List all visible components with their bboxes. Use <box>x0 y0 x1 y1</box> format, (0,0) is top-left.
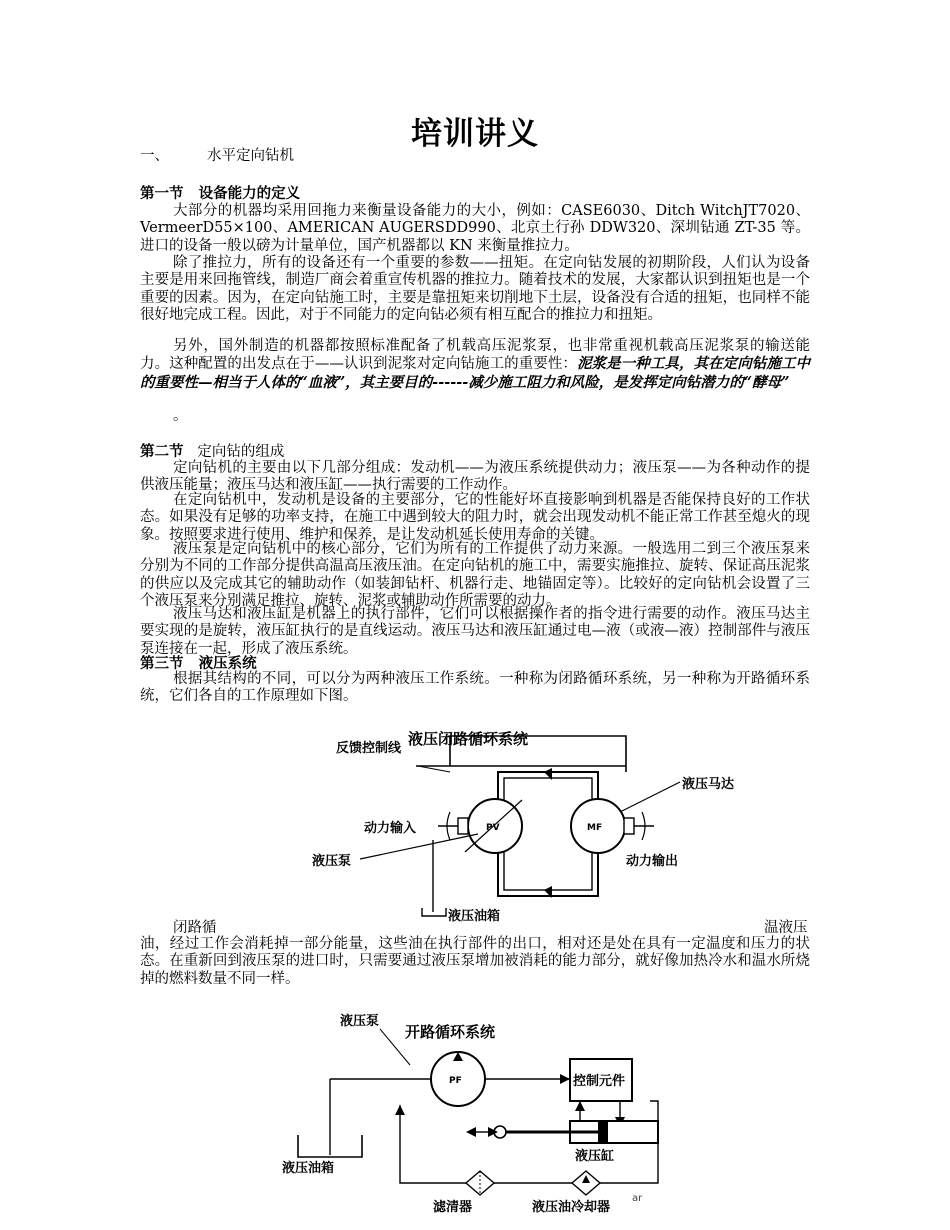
section-3-title: 液压系统 <box>198 655 257 672</box>
control-arrow-left <box>575 1101 585 1111</box>
section-2-paragraph-2: 在定向钻机中，发动机是设备的主要部分，它的性能好坏直接影响到机器是否能保持良好的工作状态。如果没有足够的功率支持，在施工中遇到较大的阻力时，就会出现发动机不能正常工作甚至熄火的现象。按照要求进行使用、维护和保养，是让发动机延长使用寿命的关键。 <box>140 492 810 543</box>
pump-pointer <box>360 834 478 859</box>
section-2-title: 定向钻的组成 <box>197 444 285 460</box>
cooler-label: 液压油冷却器 <box>532 1200 611 1215</box>
open-tank-label: 液压油箱 <box>282 1161 335 1176</box>
control-element-label: 控制元件 <box>573 1074 626 1089</box>
cylinder-piston <box>598 1121 608 1143</box>
motor-label: 液压马达 <box>682 777 735 792</box>
open-arrow-to-control <box>560 1074 570 1084</box>
section-3-number: 第三节 <box>140 655 184 672</box>
section-2-paragraph-3: 液压泵是定向钻机中的核心部分，它们为所有的工作提供了动力来源。一般选用二到三个液压泵来分别为不同的工作部分提供高温高压液压油。在定向钻机的施工中，需要实施推拉、旋转、保证高压泥浆的供应以及完成其它的辅助动作（如装卸钻杆、机器行走、地锚固定等）。比较好的定向钻机会设置了三个液压泵来分别满足推拉、旋转、泥浆或辅助动作所需要的动力。 <box>140 541 810 610</box>
section-3-heading <box>140 655 257 672</box>
feedback-pointer <box>418 766 450 772</box>
section-1-paragraph-3 <box>140 338 810 392</box>
cylinder-label: 液压缸 <box>575 1149 615 1164</box>
open-pump-symbol: PF <box>449 1076 462 1086</box>
section-2-heading <box>140 443 284 461</box>
closed-loop-tank <box>422 908 446 916</box>
cylinder-motion-arrow-left <box>466 1127 476 1137</box>
section-2-number: 第二节 <box>140 443 184 460</box>
section-3-paragraph-2-tail: 温液压 <box>764 920 808 936</box>
section-1-paragraph-2: 除了推拉力，所有的设备还有一个重要的参数——扭矩。在定向钻发展的初期阶段，人们认为设备主要是用来回拖管线，制造厂商会着重宣传机器的推拉力。随着技术的发展，大家都认识到扭矩也是一个重要的因素。因为，在定向钻施工时，主要是靠扭矩来切削地下土层，设备没有合适的扭矩，也同样不能很好地完成工程。因此，对于不同能力的定向钻必须有相互配合的推拉力和扭矩。 <box>140 255 810 324</box>
stray-scan-text: ar <box>632 1193 643 1204</box>
part-title: 水平定向钻机 <box>207 148 294 164</box>
section-1-heading <box>140 185 300 202</box>
section-1-paragraph-3-text: 另外，国外制造的机器都按照标准配备了机载高压泥浆泵，也非常重视机载高压泥浆泵的输送能力。这种配置的出发点在于——认识到泥浆对定向钻施工的重要性： <box>140 338 810 373</box>
pump-symbol: PV <box>486 823 500 833</box>
section-3-paragraph-1: 根据其结构的不同，可以分为两种液压工作系统。一种称为闭路循环系统，另一种称为开路循环系统，它们各自的工作原理如下图。 <box>140 671 810 705</box>
open-loop-title: 开路循环系统 <box>405 1023 496 1041</box>
section-3-paragraph-2-start: 闭路循 <box>173 920 217 936</box>
section-1-title: 设备能力的定义 <box>198 185 301 202</box>
section-1-paragraph-1: 大部分的机器均采用回拖力来衡量设备能力的大小，例如：CASE6030、Ditch WitchJT7020、VermeerD55×100、AMERICAN AUGERSDD990、北京土行孙 DDW320、深圳钻通 ZT-35 等。进口的设备一般以磅为计量单位，国产机器都以 KN 来衡量推拉力。 <box>140 203 810 254</box>
feedback-label: 反馈控制线 <box>336 741 402 756</box>
section-1-emphasis: 泥浆是一种工具，其在定向钻施工中的重要性—相当于人体的“血液”，其主要目的------减少施工阻力和风险，是发挥定向钻潜力的“酵母” <box>140 355 811 391</box>
section-1-paragraph-end: 。 <box>173 408 188 424</box>
motor-symbol: MF <box>587 823 603 833</box>
open-loop-diagram <box>270 1005 690 1230</box>
closed-loop-title: 液压闭路循环系统 <box>408 730 529 748</box>
motor-pointer <box>620 782 680 812</box>
part-heading <box>140 148 294 165</box>
section-1-number: 第一节 <box>140 185 184 202</box>
power-input-label: 动力输入 <box>364 821 417 836</box>
pump-shaft <box>458 818 468 834</box>
closed-loop-diagram <box>290 722 770 927</box>
section-2-paragraph-4: 液压马达和液压缸是机器上的执行部件，它们可以根据操作者的指令进行需要的动作。液压马达主要实现的是旋转，液压缸执行的是直线运动。液压马达和液压缸通过电—液（或液—液）控制部件与液压泵连接在一起，形成了液压系统。 <box>140 606 810 657</box>
pump-label: 液压泵 <box>312 854 352 869</box>
open-pump-label: 液压泵 <box>340 1014 380 1029</box>
power-output-label: 动力输出 <box>626 854 679 869</box>
section-2-paragraph-1: 定向钻机的主要由以下几部分组成：发动机——为液压系统提供动力；液压泵——为各种动作的提供液压能量；液压马达和液压缸——执行需要的工作动作。 <box>140 460 810 494</box>
section-3-paragraph-2: 油，经过工作会消耗掉一部分能量，这些油在执行部件的出口，相对还是处在具有一定温度和压力的状态。在重新回到液压泵的进口时，只需要通过液压泵增加被消耗的能力部分，就好像加热冷水和温水所烧掉的燃料数量不同一样。 <box>140 936 810 987</box>
return-arrow <box>395 1105 405 1115</box>
part-number: 一、 <box>140 148 169 164</box>
filter-label: 滤清器 <box>433 1200 473 1215</box>
page-title: 培训讲义 <box>411 116 539 152</box>
tank-label: 液压油箱 <box>448 909 501 924</box>
motor-shaft <box>624 818 634 834</box>
